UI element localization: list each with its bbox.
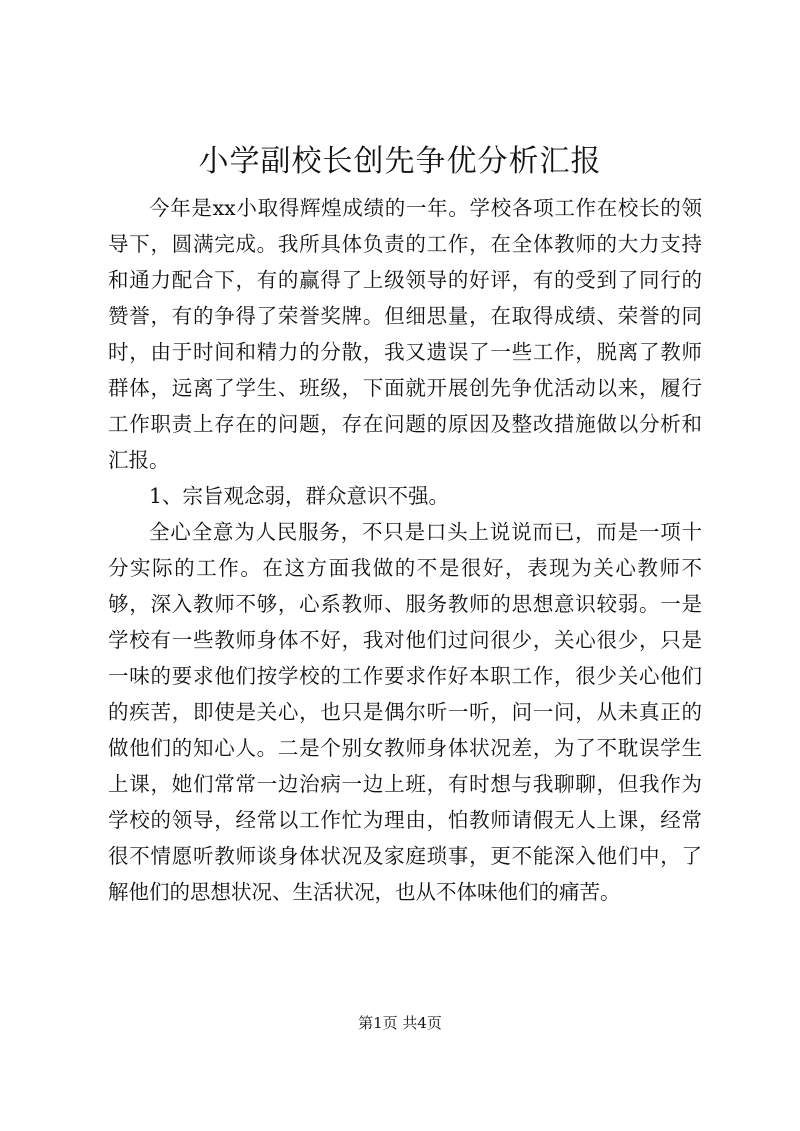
paragraph-heading-1: 1、宗旨观念弱，群众意识不强。 (149, 484, 450, 508)
document-body (108, 190, 702, 910)
paragraph-service: 全心全意为人民服务，不只是口头上说说而已，而是一项十分实际的工作。在这方面我做的不是很好，表现为关心教师不够，深入教师不够，心系教师、服务教师的思想意识较弱。一是学校有一些教师身体不好，我对他们过问很少，关心很少，只是一味的要求他们按学校的工作要求作好本职工作，很少关心他们的疾苦，即使是关心，也只是偶尔听一听，问一问，从未真正的做他们的知心人。二是个别女教师身体状况差，为了不耽误学生上课，她们常常一边治病一边上班，有时想与我聊聊，但我作为学校的领导，经常以工作忙为理由，怕教师请假无人上课，经常很不情愿听教师谈身体状况及家庭琐事，更不能深入他们中，了解他们的思想状况、生活状况，也从不体味他们的痛苦。 (108, 520, 702, 904)
page-footer: 第1页 共4页 (358, 1014, 442, 1032)
paragraph-intro: 今年是xx小取得辉煌成绩的一年。学校各项工作在校长的领导下，圆满完成。我所具体负责的工作，在全体教师的大力支持和通力配合下，有的赢得了上级领导的好评，有的受到了同行的赞誉，有的争得了荣誉奖牌。但细思量，在取得成绩、荣誉的同时，由于时间和精力的分散，我又遗误了一些工作，脱离了教师群体，远离了学生、班级，下面就开展创先争优活动以来，履行工作职责上存在的问题，存在问题的原因及整改措施做以分析和汇报。 (108, 196, 702, 472)
document-title: 小学副校长创先争优分析汇报 (198, 144, 602, 179)
